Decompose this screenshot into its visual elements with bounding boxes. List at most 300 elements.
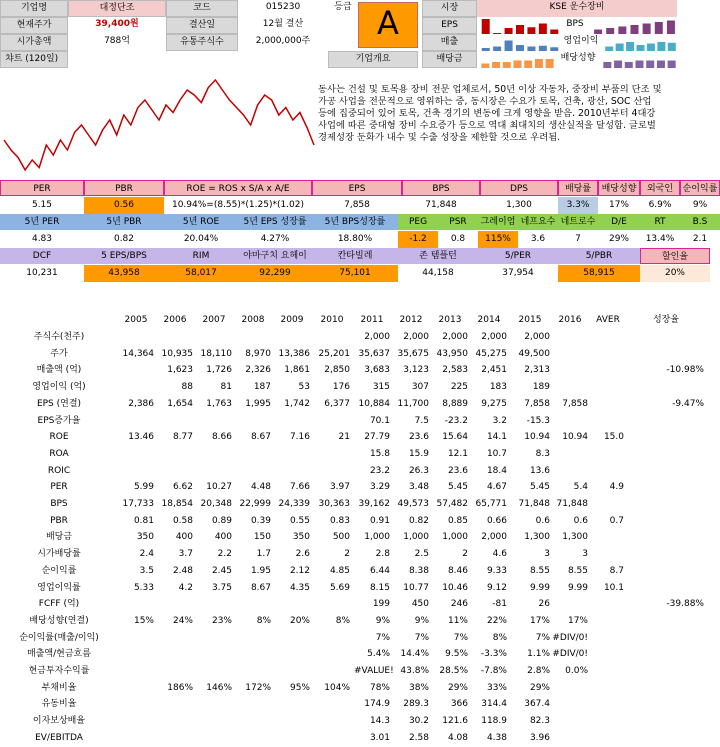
table-cell[interactable]: 7,858 — [524, 398, 550, 409]
mini-bar — [503, 62, 511, 68]
dcf-label: DCF — [0, 248, 84, 264]
table-cell[interactable]: 10,884 — [358, 398, 390, 409]
table-cell[interactable]: 5.4% — [367, 649, 390, 660]
table-cell[interactable]: 289.3 — [403, 699, 429, 710]
table-cell[interactable]: 26.3 — [408, 465, 429, 476]
year-header: 2015 — [518, 315, 542, 325]
table-cell[interactable]: 3 — [582, 549, 588, 560]
table-cell[interactable]: 15% — [133, 615, 154, 626]
table-cell[interactable]: 118.9 — [481, 716, 507, 727]
table-cell[interactable]: 22% — [486, 615, 507, 626]
table-cell[interactable]: 1,861 — [284, 365, 310, 376]
table-cell[interactable]: 2.6 — [295, 549, 310, 560]
table-cell[interactable]: 187 — [253, 382, 271, 393]
table-cell[interactable]: 20,348 — [200, 499, 232, 509]
peg-label: PEG — [398, 214, 438, 230]
table-cell[interactable]: 11,700 — [397, 398, 429, 409]
table-cell[interactable]: 35,637 — [358, 348, 390, 359]
table-cell[interactable]: 1,995 — [245, 398, 271, 409]
table-cell[interactable]: 1,000 — [442, 532, 468, 543]
table-cell[interactable]: 8.38 — [408, 565, 429, 576]
foreign-value: 6.9% — [648, 200, 672, 210]
table-cell[interactable]: 81 — [220, 382, 232, 393]
table-cell[interactable]: 1,623 — [167, 365, 193, 376]
table-cell[interactable]: 183 — [489, 382, 507, 393]
table-cell[interactable]: 3,123 — [403, 365, 429, 376]
table-cell[interactable]: 2.12 — [289, 565, 310, 576]
table-cell[interactable]: 7,858 — [562, 398, 588, 409]
table-cell[interactable]: 7.66 — [289, 482, 310, 493]
mini-bar — [603, 62, 611, 68]
mini-bar — [631, 25, 639, 34]
table-cell[interactable]: 3.2 — [492, 415, 507, 426]
row-label: 현금투자수익률 — [28, 666, 90, 676]
roe5-label: 5년 ROE — [164, 214, 238, 230]
row-label: EPS (연결) — [36, 398, 82, 409]
table-cell[interactable]: 0.81 — [133, 515, 154, 526]
table-cell[interactable]: 0.58 — [172, 515, 193, 526]
table-cell[interactable]: 246 — [450, 599, 468, 610]
sales-label: 매출 — [422, 34, 477, 51]
table-cell[interactable]: 1,726 — [206, 365, 232, 376]
table-cell[interactable]: -23.2 — [444, 415, 468, 426]
yamaguchi-label: 야마구치 요헤이 — [238, 248, 312, 264]
table-cell[interactable]: 18,110 — [200, 348, 232, 359]
table-cell[interactable]: 3.01 — [369, 732, 390, 743]
table-cell[interactable]: 17% — [567, 615, 588, 626]
table-cell[interactable]: 2.5 — [414, 549, 429, 560]
row-label: 영업이익 (억) — [32, 382, 86, 393]
table-cell[interactable]: -10.98% — [666, 365, 704, 376]
stock-code[interactable]: 015230 — [265, 2, 301, 12]
table-cell[interactable]: 9.99 — [567, 582, 588, 593]
row-label: 유동비율 — [41, 699, 77, 710]
table-cell[interactable]: 95% — [289, 682, 310, 693]
table-cell[interactable]: 13,386 — [278, 348, 310, 359]
divg-mini-chart — [602, 51, 677, 68]
table-cell[interactable]: 14.4% — [400, 649, 429, 660]
table-cell[interactable]: 174.9 — [364, 699, 390, 710]
table-cell[interactable]: 43.8% — [400, 666, 429, 676]
overview-label: 기업개요 — [328, 51, 418, 68]
table-cell[interactable]: 2,000 — [524, 332, 550, 342]
bs-value: 2.1 — [692, 234, 708, 244]
row-label: 주가 — [50, 348, 68, 359]
pbr-value: 0.56 — [84, 197, 164, 214]
mini-bar — [657, 42, 665, 51]
table-cell[interactable]: 27.79 — [364, 432, 390, 443]
table-cell[interactable]: 25,201 — [318, 348, 350, 359]
table-cell[interactable]: 121.6 — [442, 716, 468, 727]
table-cell[interactable]: 500 — [332, 532, 350, 543]
table-cell[interactable]: -9.47% — [672, 398, 704, 409]
table-cell[interactable]: 150 — [253, 532, 271, 543]
table-cell[interactable]: 4.48 — [250, 482, 271, 493]
table-cell[interactable]: 0.39 — [250, 515, 271, 526]
table-cell[interactable]: 450 — [411, 599, 429, 610]
table-cell[interactable]: 7% — [535, 632, 550, 643]
table-cell[interactable]: 350 — [136, 532, 154, 543]
bps-label-metric: BPS — [402, 180, 480, 196]
table-cell[interactable]: 8,889 — [442, 398, 468, 409]
table-cell[interactable]: 0.0% — [565, 666, 588, 676]
table-cell[interactable]: 0.85 — [447, 515, 468, 526]
table-cell[interactable]: 315 — [372, 382, 390, 393]
table-cell[interactable]: 65,771 — [475, 499, 507, 509]
table-cell[interactable]: 10.7 — [486, 448, 507, 459]
dcf-value: 10,231 — [26, 268, 58, 278]
psr-label: PSR — [438, 214, 478, 230]
table-cell[interactable]: 23.6 — [408, 432, 429, 443]
table-cell[interactable]: 7% — [375, 632, 390, 643]
table-cell[interactable]: 8% — [492, 632, 507, 643]
table-cell[interactable]: 225 — [450, 382, 468, 393]
table-cell[interactable]: 3.97 — [329, 482, 350, 493]
table-cell[interactable]: 8.55 — [529, 565, 550, 576]
table-cell[interactable]: 5.4 — [573, 482, 588, 493]
table-cell[interactable]: 14,364 — [122, 348, 154, 359]
table-cell[interactable]: 28.5% — [439, 666, 468, 676]
table-cell[interactable]: 9.33 — [486, 565, 507, 576]
table-cell[interactable]: 15.0 — [603, 432, 624, 443]
table-cell[interactable]: 38% — [408, 682, 429, 693]
table-cell[interactable]: 2.8% — [527, 666, 550, 676]
mini-bar — [655, 22, 663, 34]
table-cell[interactable]: 5.45 — [529, 482, 550, 493]
table-cell[interactable]: 366 — [450, 699, 468, 710]
code-label: 코드 — [166, 0, 238, 17]
table-cell[interactable]: 5.33 — [133, 582, 154, 593]
table-cell[interactable]: 17,733 — [122, 499, 154, 509]
table-cell[interactable]: 70.1 — [369, 415, 390, 426]
table-cell[interactable]: -81 — [492, 599, 507, 610]
table-cell[interactable]: 14.1 — [486, 432, 507, 443]
grade-label: 등급 — [328, 0, 358, 17]
roe-formula-value: 10.94%=(8.55)*(1.25)*(1.02) — [171, 200, 305, 210]
table-cell[interactable]: 104% — [324, 682, 350, 693]
row-label: 시가배당률 — [37, 549, 81, 560]
div-rate-label: 배당률 — [558, 180, 598, 196]
table-cell[interactable]: 9,275 — [481, 398, 507, 409]
rt-value: 13.4% — [645, 234, 675, 244]
mini-bar — [625, 62, 633, 68]
year-header: 성장율 — [652, 315, 680, 325]
table-cell[interactable]: 0.7 — [609, 515, 624, 526]
mini-bar — [626, 42, 634, 51]
table-cell[interactable]: 13.6 — [529, 465, 550, 476]
mini-bar — [657, 61, 665, 69]
table-cell[interactable]: 10.94 — [524, 432, 550, 443]
table-cell[interactable]: 8.67 — [250, 582, 271, 593]
table-cell[interactable]: 2.8 — [375, 549, 390, 560]
rt-label: RT — [640, 214, 680, 230]
table-cell[interactable]: 23.2 — [369, 465, 390, 476]
market-cap: 788억 — [104, 36, 130, 46]
table-cell[interactable]: 11% — [447, 615, 468, 626]
table-cell[interactable]: 400 — [214, 532, 232, 543]
table-cell[interactable]: 71,848 — [556, 499, 588, 509]
table-cell[interactable]: 14.3 — [369, 716, 390, 727]
table-cell[interactable]: 49,500 — [518, 348, 550, 359]
per-label: PER — [0, 180, 84, 196]
table-cell[interactable]: 15.8 — [369, 448, 390, 459]
table-cell[interactable]: 0.89 — [211, 515, 232, 526]
table-cell[interactable]: 2,313 — [524, 365, 550, 376]
table-cell[interactable]: -39.88% — [666, 599, 704, 610]
per5-value: 4.83 — [31, 234, 53, 244]
div-rate-value: 3.3% — [558, 197, 598, 214]
table-cell[interactable]: 18.4 — [486, 465, 507, 476]
table-cell[interactable]: 22,999 — [239, 499, 271, 509]
table-cell[interactable]: 15.64 — [442, 432, 468, 443]
per-value: 5.15 — [31, 200, 53, 210]
rim-label: RIM — [164, 248, 238, 264]
table-cell[interactable]: 24% — [172, 615, 193, 626]
row-label: 이자보상배율 — [32, 716, 86, 727]
table-cell[interactable]: 367.4 — [524, 699, 550, 710]
table-cell[interactable]: 29% — [447, 682, 468, 693]
metrics-row1-values — [0, 197, 720, 213]
table-cell[interactable]: 4.08 — [447, 732, 468, 743]
table-cell[interactable]: 0.6 — [535, 515, 550, 526]
table-cell[interactable]: 1,000 — [364, 532, 390, 543]
year-header: 2007 — [202, 315, 226, 325]
table-cell[interactable]: #DIV/0! — [552, 632, 588, 643]
payout-label: 배당성향 — [598, 180, 640, 196]
table-cell[interactable]: 5.99 — [133, 482, 154, 493]
table-cell[interactable]: 12.1 — [447, 448, 468, 459]
de-label: D/E — [598, 214, 640, 230]
table-cell[interactable]: 7% — [453, 632, 468, 643]
row-label: ROIC — [47, 465, 71, 476]
table-cell[interactable]: 2,850 — [324, 365, 350, 376]
table-cell[interactable]: 6.62 — [172, 482, 193, 493]
table-cell[interactable]: 4.85 — [329, 565, 350, 576]
table-cell[interactable]: 2,000 — [481, 532, 507, 543]
mini-bar — [524, 61, 532, 69]
table-cell[interactable]: 1.7 — [256, 549, 271, 560]
table-cell[interactable]: 9.5% — [445, 649, 468, 660]
table-cell[interactable]: 3.75 — [211, 582, 232, 593]
table-cell[interactable]: 10.27 — [206, 482, 232, 493]
table-cell[interactable]: 10,935 — [161, 348, 193, 359]
table-cell[interactable]: 3.29 — [369, 482, 390, 493]
table-cell[interactable]: 2,451 — [481, 365, 507, 376]
table-cell[interactable]: 9% — [375, 615, 390, 626]
table-cell[interactable]: 5.45 — [447, 482, 468, 493]
table-cell[interactable]: 1,300 — [562, 532, 588, 543]
table-cell[interactable]: 53 — [298, 382, 310, 393]
roe-formula-label: ROE = ROS x S/A x A/E — [164, 180, 312, 196]
table-cell[interactable]: 3.96 — [529, 732, 550, 743]
table-cell[interactable]: 9.99 — [529, 582, 550, 593]
table-cell[interactable]: 4.38 — [486, 732, 507, 743]
table-cell[interactable]: 29% — [529, 682, 550, 693]
settle-month: 12월 결산 — [262, 19, 304, 29]
table-cell[interactable]: 10.46 — [442, 582, 468, 593]
table-cell[interactable]: 30,363 — [318, 499, 350, 509]
table-cell[interactable]: 3.5 — [139, 565, 154, 576]
table-cell[interactable]: 9% — [414, 615, 429, 626]
mini-bar — [505, 41, 513, 52]
table-cell[interactable]: 17% — [529, 615, 550, 626]
table-cell[interactable]: 10.77 — [403, 582, 429, 593]
bps-value: 71,848 — [425, 200, 457, 210]
table-cell[interactable]: 2.4 — [139, 549, 154, 560]
table-cell[interactable]: 10.94 — [562, 432, 588, 443]
table-cell[interactable]: 350 — [292, 532, 310, 543]
table-cell[interactable]: 8% — [335, 615, 350, 626]
row-label: FCFF (억) — [38, 599, 80, 610]
table-cell[interactable]: 2,000 — [364, 332, 390, 342]
table-cell[interactable]: #VALUE! — [354, 666, 394, 676]
table-cell[interactable]: 4.35 — [289, 582, 310, 593]
table-cell[interactable]: 8.15 — [369, 582, 390, 593]
table-cell[interactable]: 21 — [338, 432, 350, 443]
peg-value: -1.2 — [398, 231, 438, 248]
eps-label: EPS — [422, 17, 477, 34]
table-cell[interactable]: 146% — [206, 682, 232, 693]
table-cell[interactable]: 3,683 — [364, 365, 390, 376]
table-cell[interactable]: 3.48 — [408, 482, 429, 493]
pbr5-value: 0.82 — [113, 234, 135, 244]
table-cell[interactable]: 35,675 — [397, 348, 429, 359]
table-cell[interactable]: 8.67 — [250, 432, 271, 443]
table-cell[interactable]: 2,000 — [481, 332, 507, 342]
table-cell[interactable]: 4.2 — [178, 582, 193, 593]
table-cell[interactable]: 189 — [532, 382, 550, 393]
table-cell[interactable]: 4.67 — [486, 482, 507, 493]
table-cell[interactable]: 20% — [289, 615, 310, 626]
table-cell[interactable]: 2 — [344, 549, 350, 560]
table-cell[interactable]: 7.5 — [414, 415, 429, 426]
table-cell[interactable]: 9.12 — [486, 582, 507, 593]
table-cell[interactable]: 6.44 — [369, 565, 390, 576]
table-cell[interactable]: -3.3% — [480, 649, 507, 660]
table-cell[interactable]: 2,583 — [442, 365, 468, 376]
table-cell[interactable]: 39,162 — [358, 499, 390, 509]
table-cell[interactable]: 1,300 — [524, 532, 550, 543]
table-cell[interactable]: 30.2 — [408, 716, 429, 727]
table-cell[interactable]: 2.45 — [211, 565, 232, 576]
table-cell[interactable]: 1,000 — [403, 532, 429, 543]
table-cell[interactable]: 2 — [462, 549, 468, 560]
table-cell[interactable]: 7.16 — [289, 432, 310, 443]
table-cell[interactable]: 3 — [544, 549, 550, 560]
table-cell[interactable]: 2.48 — [172, 565, 193, 576]
roe5-value: 20.04% — [183, 234, 219, 244]
table-cell[interactable]: 2,000 — [403, 332, 429, 342]
table-cell[interactable]: 23% — [211, 615, 232, 626]
table-cell[interactable]: 0.91 — [369, 515, 390, 526]
table-cell[interactable]: 78% — [369, 682, 390, 693]
table-cell[interactable]: 8.3 — [535, 448, 550, 459]
table-cell[interactable]: 1,742 — [284, 398, 310, 409]
table-cell[interactable]: 1,654 — [167, 398, 193, 409]
table-cell[interactable]: 10.1 — [603, 582, 624, 593]
table-cell[interactable]: -7.8% — [480, 666, 507, 676]
table-cell[interactable]: 43,950 — [436, 348, 468, 359]
year-header: 2011 — [360, 315, 384, 325]
table-cell[interactable]: 2.2 — [217, 549, 232, 560]
table-cell[interactable]: 13.46 — [128, 432, 154, 443]
table-cell[interactable]: 2,386 — [128, 398, 154, 409]
table-cell[interactable]: 8% — [256, 615, 271, 626]
table-cell[interactable]: 4.9 — [609, 482, 624, 493]
per5-fair-label: 5/PER — [478, 248, 558, 264]
table-cell[interactable]: 314.4 — [481, 699, 507, 710]
table-cell[interactable]: 26 — [538, 599, 550, 610]
row-label: PER — [50, 482, 68, 493]
de-value: 29% — [608, 234, 629, 244]
table-cell[interactable]: 1,763 — [206, 398, 232, 409]
table-cell[interactable]: 7% — [414, 632, 429, 643]
table-cell[interactable]: 2,000 — [442, 332, 468, 342]
table-cell[interactable]: 176 — [332, 382, 350, 393]
table-cell[interactable]: 23.6 — [447, 465, 468, 476]
table-cell[interactable]: 8.66 — [211, 432, 232, 443]
company-name[interactable]: 대정단조 — [68, 0, 166, 17]
graham-value: 115% — [478, 231, 518, 248]
table-cell[interactable]: 71,848 — [518, 499, 550, 509]
table-cell[interactable]: 2,326 — [245, 365, 271, 376]
mini-bar — [668, 43, 676, 51]
discount-input[interactable]: 20% — [640, 265, 710, 282]
table-cell[interactable]: 400 — [175, 532, 193, 543]
table-cell[interactable]: 82.3 — [529, 716, 550, 727]
table-cell[interactable]: 0.6 — [573, 515, 588, 526]
metrics-row3-values — [0, 265, 720, 281]
table-cell[interactable]: 8,970 — [245, 348, 271, 359]
table-cell[interactable]: 1.1% — [527, 649, 550, 660]
table-cell[interactable]: 186% — [167, 682, 193, 693]
market-value: KSE 운수장비 — [477, 0, 677, 17]
table-cell[interactable]: 1.95 — [250, 565, 271, 576]
table-cell[interactable]: 172% — [245, 682, 271, 693]
table-cell[interactable]: 49,573 — [397, 499, 429, 509]
table-cell[interactable]: 18,854 — [161, 499, 193, 509]
table-cell[interactable]: 8.77 — [172, 432, 193, 443]
table-cell[interactable]: -15.3 — [526, 415, 550, 426]
table-cell[interactable]: 307 — [411, 382, 429, 393]
row-label: ROA — [49, 448, 69, 459]
table-cell[interactable]: 33% — [486, 682, 507, 693]
table-cell[interactable]: 8.7 — [609, 565, 624, 576]
table-cell[interactable]: 0.82 — [408, 515, 429, 526]
table-cell[interactable]: 0.55 — [289, 515, 310, 526]
row-label: 영업이익률 — [37, 582, 81, 593]
table-cell[interactable]: 5.69 — [329, 582, 350, 593]
table-cell[interactable]: 15.9 — [408, 448, 429, 459]
table-cell[interactable]: 24,339 — [278, 499, 310, 509]
table-cell[interactable]: #DIV/0! — [552, 649, 588, 660]
table-cell[interactable]: 8.46 — [447, 565, 468, 576]
table-cell[interactable]: 3.7 — [178, 549, 193, 560]
table-cell[interactable]: 88 — [181, 382, 193, 393]
table-cell[interactable]: 57,482 — [436, 499, 468, 509]
table-cell[interactable]: 199 — [372, 599, 390, 610]
table-cell[interactable]: 0.66 — [486, 515, 507, 526]
table-cell[interactable]: 8.55 — [567, 565, 588, 576]
table-cell[interactable]: 4.6 — [492, 549, 507, 560]
table-cell[interactable]: 6,377 — [324, 398, 350, 409]
table-cell[interactable]: 0.83 — [329, 515, 350, 526]
mini-bar — [616, 44, 624, 52]
table-cell[interactable]: 2.58 — [408, 732, 429, 743]
table-cell[interactable]: 45,275 — [475, 348, 507, 359]
row-label: 주식수(천주) — [33, 332, 85, 342]
foreign-label: 외국인 — [640, 180, 680, 196]
